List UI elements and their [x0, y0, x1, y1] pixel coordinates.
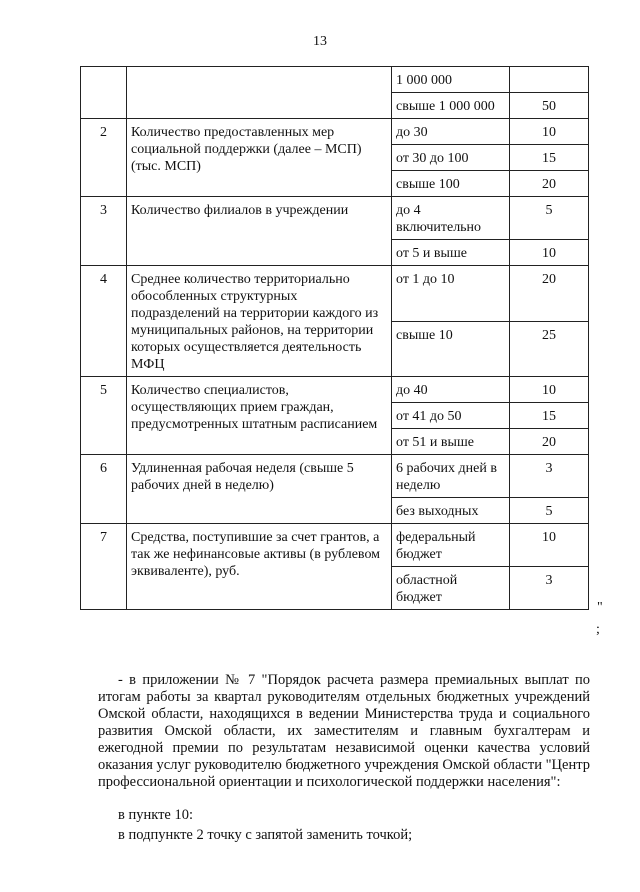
- value-range: свыше 100: [392, 171, 510, 197]
- score-value: 10: [510, 524, 589, 567]
- table-row: [81, 524, 589, 567]
- closing-quote: ": [597, 600, 603, 615]
- value-range: от 30 до 100: [392, 145, 510, 171]
- value-range: областной бюджет: [392, 567, 510, 610]
- value-range: от 1 до 10: [392, 266, 510, 322]
- score-value: [510, 67, 589, 93]
- score-value: 15: [510, 403, 589, 429]
- subclause-instruction: в подпункте 2 точку с запятой заменить точкой;: [118, 827, 413, 843]
- value-range: до 40: [392, 377, 510, 403]
- criteria-table-body: [81, 67, 589, 610]
- score-value: 5: [510, 197, 589, 240]
- criterion-name: Количество филиалов в учреждении: [127, 197, 392, 266]
- criterion-number: 5: [81, 377, 127, 455]
- score-value: 25: [510, 321, 589, 377]
- value-range: до 30: [392, 119, 510, 145]
- criterion-number: 4: [81, 266, 127, 377]
- clause-reference: в пункте 10:: [118, 807, 194, 823]
- table-row: [81, 455, 589, 498]
- score-value: 50: [510, 93, 589, 119]
- criterion-name: Средства, поступившие за счет грантов, а так же нефинансовые активы (в рублевом эквиваленте), руб.: [127, 524, 392, 610]
- score-value: 10: [510, 119, 589, 145]
- score-value: 3: [510, 567, 589, 610]
- score-value: 20: [510, 266, 589, 322]
- value-range: 6 рабочих дней в неделю: [392, 455, 510, 498]
- value-range: свыше 10: [392, 321, 510, 377]
- criterion-number: 3: [81, 197, 127, 266]
- score-value: 15: [510, 145, 589, 171]
- criterion-number: [81, 67, 127, 119]
- value-range: от 5 и выше: [392, 240, 510, 266]
- table-row: [81, 266, 589, 322]
- criterion-number: 7: [81, 524, 127, 610]
- table-row: [81, 119, 589, 145]
- score-value: 10: [510, 377, 589, 403]
- criterion-name: Среднее количество территориально обособленных структурных подразделений на территории каждого из муниципальных районов, на территории которых осуществляется деятельность МФЦ: [127, 266, 392, 377]
- table-row: [81, 377, 589, 403]
- closing-semicolon: ;: [596, 622, 600, 637]
- score-value: 20: [510, 171, 589, 197]
- value-range: 1 000 000: [392, 67, 510, 93]
- criteria-table: [80, 66, 589, 610]
- value-range: свыше 1 000 000: [392, 93, 510, 119]
- value-range: без выходных: [392, 498, 510, 524]
- score-value: 10: [510, 240, 589, 266]
- amendment-paragraph: - в приложении № 7 "Порядок расчета размера премиальных выплат по итогам работы за квартал руководителям отдельных бюджетных учреждений Омской области, находящихся в ведении Министерства труда и социального развития Омской области, их заместителям и главным бухгалтерам и ежегодной премии по результатам независимой оценки качества условий оказания услуг руководителю бюджетного учреждения Омской области "Центр профессиональной ориентации и психологической поддержки населения":: [98, 672, 590, 790]
- table-row: [81, 67, 589, 93]
- criterion-number: 2: [81, 119, 127, 197]
- criterion-name: [127, 67, 392, 119]
- criterion-name: Количество специалистов, осуществляющих прием граждан, предусмотренных штатным расписанием: [127, 377, 392, 455]
- table-row: [81, 197, 589, 240]
- value-range: от 51 и выше: [392, 429, 510, 455]
- page-number: 13: [313, 34, 327, 49]
- value-range: от 41 до 50: [392, 403, 510, 429]
- value-range: федеральный бюджет: [392, 524, 510, 567]
- score-value: 5: [510, 498, 589, 524]
- criterion-name: Удлиненная рабочая неделя (свыше 5 рабочих дней в неделю): [127, 455, 392, 524]
- score-value: 3: [510, 455, 589, 498]
- criterion-name: Количество предоставленных мер социальной поддержки (далее – МСП) (тыс. МСП): [127, 119, 392, 197]
- criterion-number: 6: [81, 455, 127, 524]
- score-value: 20: [510, 429, 589, 455]
- value-range: до 4 включительно: [392, 197, 510, 240]
